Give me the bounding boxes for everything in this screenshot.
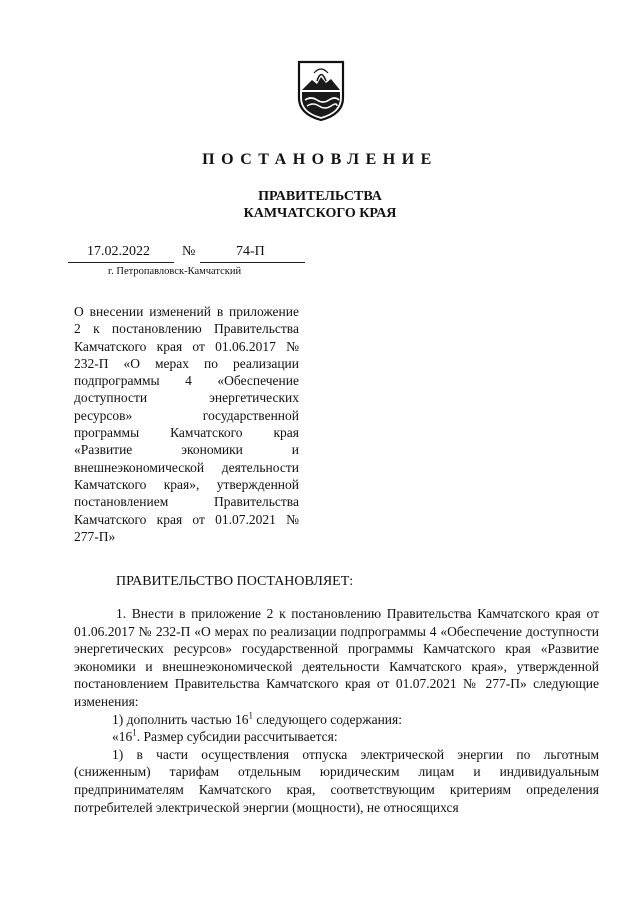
body-paragraph-4: 1) в части осуществления отпуска электрической энергии по льготным (сниженным) тарифам отдельным юридическим лицам и индивидуальным предпринимателям Камчатского края, соответствующим критериям определения потребителей электрической энергии (мощности), не относящихся [74, 746, 599, 815]
document-body [74, 605, 599, 816]
p2-text-before: 1) дополнить частью 16 [112, 711, 249, 727]
body-paragraph-3 [74, 728, 599, 746]
document-title: ПОСТАНОВЛЕНИЕ [202, 151, 438, 168]
number-underline [200, 262, 305, 263]
document-subject: О внесении изменений в приложение 2 к постановлению Правительства Камчатского края от 01.06.2017 № 232-П «О мерах по реализации подпрограммы 4 «Обеспечение доступности энергетических ресурсов» государственной программы Камчатского края «Развитие экономики и внешнеэкономической деятельности Камчатского края», утвержденной постановлением Правительства Камчатского края от 01.07.2021 № 277-П» [74, 304, 299, 544]
government-line-2: КАМЧАТСКОГО КРАЯ [243, 206, 397, 221]
government-line-1: ПРАВИТЕЛЬСТВА [258, 189, 382, 204]
p2-text-after: следующего содержания: [252, 711, 402, 727]
document-city: г. Петропавловск-Камчатский [108, 266, 242, 277]
document-date: 17.02.2022 [87, 244, 150, 259]
government-name [0, 188, 640, 222]
p3-text-after: . Размер субсидии рассчитывается: [136, 729, 338, 745]
kamchatka-emblem-icon [296, 60, 346, 122]
number-sign: № [182, 244, 196, 259]
p3-superscript: 1 [132, 727, 137, 738]
decree-statement: ПРАВИТЕЛЬСТВО ПОСТАНОВЛЯЕТ: [116, 574, 354, 589]
p3-text-before: «16 [112, 729, 133, 745]
body-paragraph-2 [74, 711, 599, 729]
body-paragraph-1: 1. Внести в приложение 2 к постановлению Правительства Камчатского края от 01.06.2017 № 232-П «О мерах по реализации подпрограммы 4 «Обеспечение доступности энергетических ресурсов» государственной программы Камчатского края «Развитие экономики и внешнеэкономической деятельности Камчатского края», утвержденной постановлением Правительства Камчатского края от 01.07.2021 № 277-П» следующие изменения: [74, 606, 599, 709]
p2-superscript: 1 [248, 710, 253, 721]
document-number: 74-П [236, 244, 265, 259]
date-underline [68, 262, 174, 263]
